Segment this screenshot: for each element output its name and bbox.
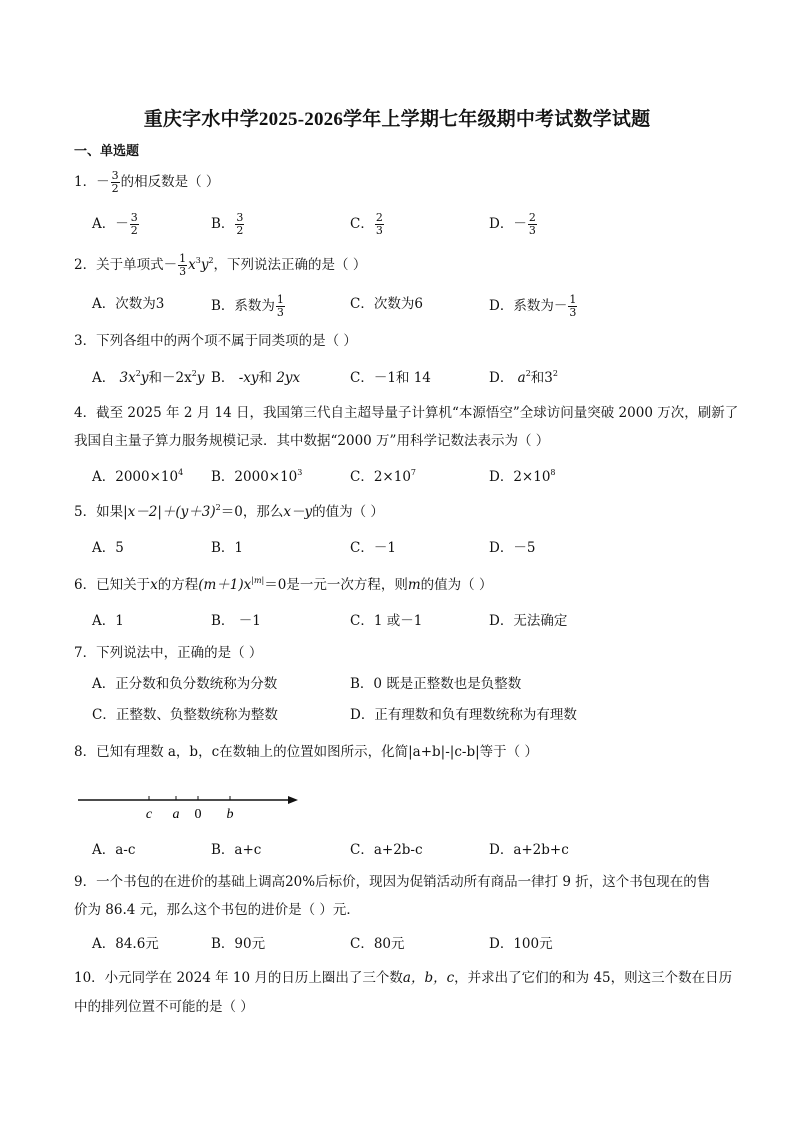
fraction (235, 212, 244, 237)
denominator: 3 (179, 265, 187, 278)
term: 3x (119, 370, 136, 386)
numerator: 2 (528, 211, 536, 224)
fraction (111, 170, 120, 195)
numerator: 3 (236, 211, 244, 224)
connector: 和 (530, 370, 545, 386)
term: y (140, 370, 149, 386)
connector: 和 (258, 370, 273, 386)
option-b[interactable]: B． －1 (211, 613, 261, 629)
question-text: 5．如果 (74, 504, 124, 520)
fraction (178, 253, 187, 278)
question-text: 6．已知关于 (74, 577, 151, 593)
question-10-line-1 (74, 968, 732, 988)
denominator: 3 (276, 306, 284, 319)
exponent: 3 (195, 256, 201, 265)
option-c[interactable] (350, 467, 416, 487)
equation: ＝0 (264, 577, 287, 593)
option-d[interactable] (489, 294, 578, 319)
sign: － (96, 174, 110, 190)
variable: m (407, 577, 421, 593)
term: 和－2x (148, 370, 192, 386)
exponent: 2 (208, 256, 214, 265)
option-c[interactable]: C．80元 (350, 936, 405, 952)
question-text: ＝0，那么 (220, 504, 284, 520)
option-b[interactable]: B．90元 (211, 936, 266, 952)
number-line-figure (78, 786, 308, 826)
exponent: 2 (135, 369, 141, 378)
option-text: B．2000×10 (211, 469, 298, 485)
variable: x (188, 257, 196, 273)
fraction (375, 212, 384, 237)
question-text: 是一元一次方程，则 (286, 577, 408, 593)
option-a[interactable] (92, 467, 183, 487)
question-text: 关于单项式 (96, 257, 164, 273)
expression: |x－2|＋(y＋3) (123, 504, 216, 520)
question-3: 3．下列各组中的两个项不属于同类项的是（ ） (74, 333, 357, 349)
label-b: b (226, 807, 234, 822)
term: 3 (544, 370, 553, 386)
numerator: 1 (276, 293, 284, 306)
sign: － (513, 216, 527, 232)
question-number: 2． (74, 257, 97, 273)
option-label: C． (350, 216, 374, 232)
question-9-line-1: 9．一个书包的在进价的基础上调高20%后标价，现因为促销活动所有商品一律打 9 折，这个书包现在的售 (74, 874, 711, 890)
option-text: D．2×10 (489, 469, 551, 485)
question-9-line-2: 价为 86.4 元，那么这个书包的进价是（ ）元． (74, 902, 360, 918)
option-b[interactable] (211, 294, 286, 319)
variable: y (200, 257, 209, 273)
exponent: 2 (552, 369, 558, 378)
option-text: B．系数为 (211, 298, 275, 314)
fraction (130, 212, 139, 237)
term: 2yx (276, 370, 301, 386)
option-d[interactable] (489, 212, 538, 237)
question-10-line-2: 中的排列位置不可能的是（ ） (74, 999, 254, 1015)
sign: － (115, 216, 129, 232)
question-4-line-1: 4．截至 2025 年 2 月 14 日，我国第三代自主超导量子计算机“本源悟空”全球访问量突破 2000 万次，刷新了 (74, 405, 739, 421)
option-c[interactable]: C．a+2b-c (350, 842, 423, 858)
option-text: A．2000×10 (92, 469, 179, 485)
option-b[interactable]: B．a+c (211, 842, 262, 858)
term: y (196, 370, 205, 386)
exponent: |m| (251, 576, 265, 585)
option-c[interactable]: C．1 或－1 (350, 613, 423, 629)
option-b[interactable]: B．1 (211, 540, 244, 556)
option-a[interactable]: A．正分数和负分数统称为分数 (92, 676, 278, 692)
option-c[interactable]: C．－1和 14 (350, 370, 431, 386)
option-b[interactable]: B．0 既是正整数也是负整数 (350, 676, 522, 692)
option-label: B． (211, 216, 235, 232)
option-d[interactable] (489, 467, 556, 487)
question-text: 的值为（ ） (312, 504, 384, 520)
label-a: a (172, 807, 180, 822)
question-text: 的相反数是（ ） (120, 174, 220, 190)
equation: (m＋1)x (198, 577, 252, 593)
option-label: B． (211, 370, 235, 386)
question-text: 的方程 (157, 577, 199, 593)
expression: x－y (283, 504, 313, 520)
sign: － (163, 257, 178, 273)
denominator: 3 (375, 224, 383, 237)
option-c[interactable]: C．－1 (350, 540, 396, 556)
question-8: 8．已知有理数 a，b，c在数轴上的位置如图所示，化简|a+b|-|c-b|等于（ ） (74, 744, 538, 760)
numerator: 2 (375, 211, 383, 224)
option-a[interactable]: A．84.6元 (92, 936, 159, 952)
option-text: D．系数为－ (489, 298, 568, 314)
option-a[interactable]: A．a-c (92, 842, 136, 858)
exponent: 7 (410, 468, 417, 477)
question-4-line-2: 我国自主量子算力服务规模记录．其中数据“2000 万”用科学记数法表示为（ ） (74, 433, 550, 449)
denominator: 2 (236, 224, 244, 237)
numerator: 1 (179, 252, 187, 265)
option-d[interactable]: D．a+2b+c (489, 842, 569, 858)
exponent: 2 (191, 369, 197, 378)
option-label: A． (92, 216, 116, 232)
option-label: D． (489, 216, 514, 232)
section-heading: 一、单选题 (74, 144, 140, 159)
exponent: 2 (525, 369, 531, 378)
question-text: ，下列说法正确的是（ ） (213, 257, 367, 273)
exponent: 2 (215, 503, 221, 512)
label-c: c (145, 807, 153, 822)
question-text: 10．小元同学在 2024 年 10 月的日历上圈出了三个数 (74, 970, 403, 986)
question-text: 的值为（ ） (420, 577, 493, 593)
fraction (528, 212, 537, 237)
exponent: 4 (178, 468, 184, 477)
option-a[interactable] (92, 368, 204, 388)
option-a[interactable] (92, 212, 140, 237)
exam-title: 重庆字水中学2025-2026学年上学期七年级期中考试数学试题 (143, 109, 651, 130)
option-a[interactable]: A．1 (92, 613, 124, 629)
denominator: 2 (130, 224, 138, 237)
number-line-arrow (288, 796, 298, 804)
question-2 (74, 253, 366, 278)
exponent: 8 (550, 468, 556, 477)
option-c[interactable] (350, 212, 385, 237)
option-d[interactable]: D．100元 (489, 936, 553, 952)
option-d[interactable]: D．正有理数和负有理数统称为有理数 (350, 707, 577, 723)
numerator: 3 (111, 169, 119, 182)
question-text: ，并求出了它们的和为 45，则这三个数在日历 (454, 970, 733, 986)
fraction (568, 294, 577, 319)
variables: a，b，c (402, 970, 455, 986)
numerator: 3 (130, 211, 138, 224)
variable: x (150, 577, 158, 593)
option-text: C．2×10 (350, 469, 411, 485)
denominator: 3 (528, 224, 536, 237)
question-6 (74, 575, 492, 595)
option-b[interactable] (211, 212, 245, 237)
option-c[interactable]: C．正整数、负整数统称为整数 (92, 707, 278, 723)
option-label: D． (489, 370, 514, 386)
exponent: 3 (297, 468, 303, 477)
fraction (276, 294, 285, 319)
option-d[interactable]: D．无法确定 (489, 613, 568, 629)
option-label: A． (92, 370, 116, 386)
question-7: 7．下列说法中，正确的是（ ） (74, 645, 263, 661)
option-b[interactable] (211, 467, 302, 487)
option-a[interactable]: A．次数为3 (92, 296, 165, 312)
question-1 (74, 170, 219, 195)
option-d[interactable] (489, 368, 558, 388)
option-d[interactable]: D．－5 (489, 540, 536, 556)
option-c[interactable]: C．次数为6 (350, 296, 423, 312)
question-5 (74, 502, 384, 522)
question-number: 1． (74, 174, 97, 190)
term: -xy (238, 370, 259, 386)
numerator: 1 (569, 293, 577, 306)
option-b[interactable] (211, 368, 300, 388)
denominator: 2 (111, 182, 119, 195)
option-a[interactable]: A．5 (92, 540, 124, 556)
denominator: 3 (569, 306, 577, 319)
label-0: 0 (194, 807, 202, 822)
term: a (517, 370, 526, 386)
